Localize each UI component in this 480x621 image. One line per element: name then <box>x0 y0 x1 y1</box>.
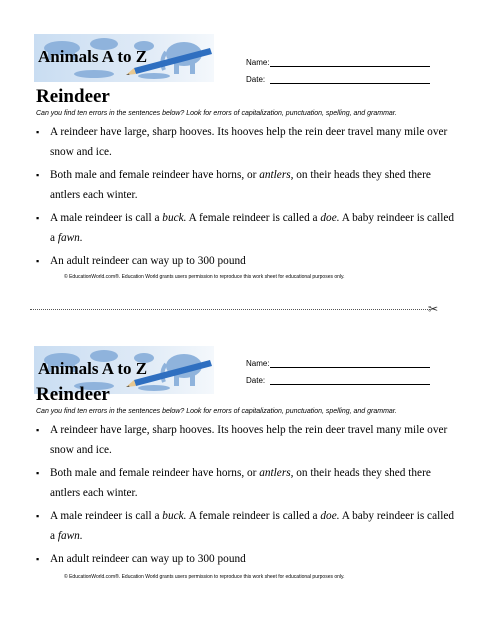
sentence-text: Both male and female reindeer have horns, or <box>50 467 260 479</box>
sentence-text: A reindeer have large, sharp hooves. Its hooves help the rein deer travel many mile over snow and ice. <box>50 424 448 456</box>
scissors-icon: ✂ <box>428 302 439 316</box>
sentence-list <box>36 122 456 274</box>
sentence-text: on their heads they shed there antlers each winter. <box>50 467 431 499</box>
worksheet-top <box>0 0 480 300</box>
instructions: Can you find ten errors in the sentences below? Look for errors of capitalization, punctuation, spelling, and grammar. <box>36 110 397 117</box>
sentence-item <box>36 208 456 248</box>
bullet-icon: ▪ <box>36 468 40 478</box>
bullet-icon: ▪ <box>36 511 40 521</box>
vocabulary-term: fawn. <box>57 530 83 542</box>
sentence-item <box>36 251 456 271</box>
vocabulary-term: fawn. <box>57 232 83 244</box>
sentence-item <box>36 506 456 546</box>
name-field[interactable] <box>270 367 430 368</box>
sentence-text: on their heads they shed there antlers each winter. <box>50 169 431 201</box>
date-field[interactable] <box>270 83 430 84</box>
bullet-icon: ▪ <box>36 213 40 223</box>
sentence-item <box>36 122 456 162</box>
bullet-icon: ▪ <box>36 425 40 435</box>
banner-title: Animals A to Z <box>38 47 148 66</box>
banner-title: Animals A to Z <box>38 359 148 378</box>
vocabulary-term: buck. <box>162 510 187 522</box>
bullet-icon: ▪ <box>36 127 40 137</box>
date-label: Date: <box>246 75 266 84</box>
sentence-item <box>36 165 456 205</box>
copyright-notice: © EducationWorld.com®. Education World grants users permission to reproduce this work sheet for educational purposes only. <box>64 274 345 280</box>
vocabulary-term: doe. <box>320 212 340 224</box>
vocabulary-term: antlers, <box>259 169 294 181</box>
sentence-text: An adult reindeer can way up to 300 pound <box>50 255 246 267</box>
sentence-text: An adult reindeer can way up to 300 pound <box>50 553 246 565</box>
page-title: Reindeer <box>36 384 110 405</box>
vocabulary-term: doe. <box>320 510 340 522</box>
vocabulary-term: buck. <box>162 212 187 224</box>
bullet-icon: ▪ <box>36 554 40 564</box>
name-label: Name: <box>246 58 270 67</box>
copyright-notice: © EducationWorld.com®. Education World grants users permission to reproduce this work sheet for educational purposes only. <box>64 574 345 580</box>
cut-line <box>30 309 430 310</box>
sentence-item <box>36 463 456 503</box>
sentence-list <box>36 420 456 572</box>
sentence-text: A baby reindeer is called a <box>50 212 455 244</box>
name-label: Name: <box>246 359 270 368</box>
sentence-text: A male reindeer is call a <box>50 510 163 522</box>
sentence-text: A female reindeer is called a <box>186 510 321 522</box>
sentence-item <box>36 549 456 569</box>
vocabulary-term: antlers, <box>259 467 294 479</box>
sentence-text: A male reindeer is call a <box>50 212 163 224</box>
worksheet-bottom <box>0 312 480 612</box>
sentence-text: Both male and female reindeer have horns, or <box>50 169 260 181</box>
name-field[interactable] <box>270 66 430 67</box>
sentence-text: A baby reindeer is called a <box>50 510 455 542</box>
bullet-icon: ▪ <box>36 256 40 266</box>
page-title: Reindeer <box>36 86 110 107</box>
bullet-icon: ▪ <box>36 170 40 180</box>
animals-a-to-z-banner <box>34 34 214 82</box>
sentence-item <box>36 420 456 460</box>
date-label: Date: <box>246 376 266 385</box>
date-field[interactable] <box>270 384 430 385</box>
sentence-text: A female reindeer is called a <box>186 212 321 224</box>
instructions: Can you find ten errors in the sentences below? Look for errors of capitalization, punctuation, spelling, and grammar. <box>36 408 397 415</box>
sentence-text: A reindeer have large, sharp hooves. Its hooves help the rein deer travel many mile over snow and ice. <box>50 126 448 158</box>
